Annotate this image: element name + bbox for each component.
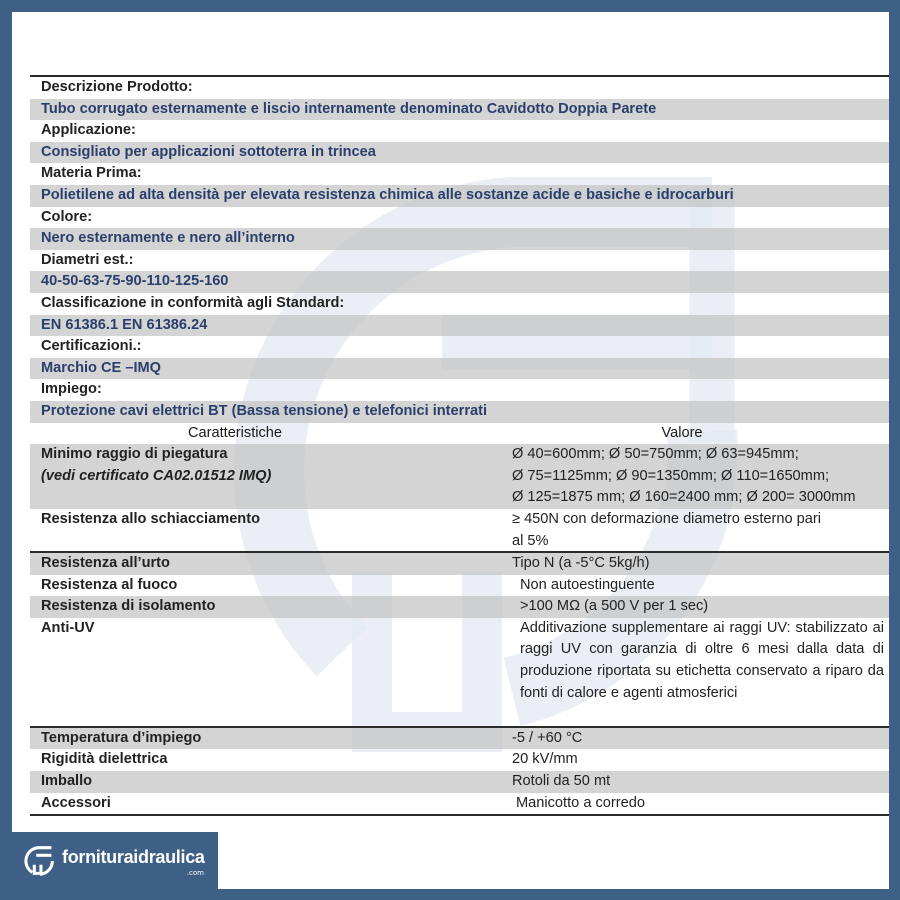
bending-radius-note: (vedi certificato CA02.01512 IMQ)	[41, 467, 272, 484]
section-label-row	[30, 163, 894, 185]
table-row	[30, 771, 894, 793]
bending-radius-cell	[30, 444, 512, 509]
section-label-row	[30, 379, 894, 401]
crush-resistance-values	[512, 509, 894, 551]
crush-resistance-label: Resistenza allo schiacciamento	[41, 511, 260, 528]
application-value: Consigliato per applicazioni sottoterra in trincea	[41, 143, 376, 160]
bending-radius-line: Ø 40=600mm; Ø 50=750mm; Ø 63=945mm;	[512, 446, 799, 463]
material-label: Materia Prima:	[41, 165, 142, 182]
usage-value: Protezione cavi elettrici BT (Bassa tensione) e telefonici interrati	[41, 402, 488, 419]
pipe-logo-icon	[21, 842, 59, 880]
crush-resistance-line: al 5%	[512, 532, 549, 549]
insulation-resistance-label: Resistenza di isolamento	[41, 598, 216, 615]
section-value-row	[30, 99, 894, 121]
packaging-value: Rotoli da 50 mt	[512, 773, 611, 790]
column-header-characteristics: Caratteristiche	[187, 424, 283, 441]
bending-radius-values	[512, 444, 894, 509]
anti-uv-label: Anti-UV	[41, 619, 95, 636]
dielectric-strength-value: 20 kV/mm	[512, 751, 578, 768]
section-label-row	[30, 336, 894, 358]
section-label-row	[30, 293, 894, 315]
impact-resistance-label: Resistenza all’urto	[41, 555, 170, 572]
fire-resistance-value: Non autoestinguente	[520, 576, 655, 593]
fire-resistance-label: Resistenza al fuoco	[41, 576, 178, 593]
color-value: Nero esternamente e nero all’interno	[41, 230, 295, 247]
column-header-value: Valore	[661, 424, 703, 441]
section-value-row	[30, 271, 894, 293]
section-label-row	[30, 250, 894, 272]
diameters-label: Diametri est.:	[41, 251, 134, 268]
usage-label: Impiego:	[41, 381, 102, 398]
bending-radius-line: Ø 75=1125mm; Ø 90=1350mm; Ø 110=1650mm;	[512, 467, 830, 484]
standards-label: Classificazione in conformità agli Standard:	[41, 294, 345, 311]
brand-logo	[12, 832, 218, 889]
certifications-label: Certificazioni.:	[41, 338, 142, 355]
color-label: Colore:	[41, 208, 93, 225]
description-value: Tubo corrugato esternamente e liscio internamente denominato Cavidotto Doppia Parete	[41, 100, 657, 117]
packaging-label: Imballo	[41, 773, 93, 790]
description-label: Descrizione Prodotto:	[41, 79, 193, 95]
table-row	[30, 749, 894, 771]
section-value-row	[30, 185, 894, 207]
crush-resistance-line: ≥ 450N con deformazione diametro esterno pari	[512, 511, 821, 528]
table-row	[30, 509, 894, 553]
accessories-label: Accessori	[41, 794, 111, 811]
table-row	[30, 596, 894, 618]
table-row	[30, 618, 894, 728]
brand-tld: .com	[186, 869, 204, 877]
section-value-row	[30, 315, 894, 337]
insulation-resistance-value: >100 MΩ (a 500 V per 1 sec)	[520, 598, 709, 615]
dielectric-strength-label: Rigidità dielettrica	[41, 751, 168, 768]
table-row	[30, 444, 894, 509]
table-row	[30, 728, 894, 750]
operating-temperature-label: Temperatura d’impiego	[41, 729, 202, 746]
accessories-value: Manicotto a corredo	[516, 794, 645, 811]
product-spec-sheet	[30, 75, 894, 816]
anti-uv-value: Additivazione supplementare ai raggi UV: stabilizzato ai raggi UV con garanzia di oltre 6 mesi dalla data di produzione riportata su etichetta conservato a riparo da fonti di calore e agenti atmosferici	[520, 619, 884, 701]
section-label-row	[30, 120, 894, 142]
section-value-row	[30, 358, 894, 380]
bending-radius-line: Ø 125=1875 mm; Ø 160=2400 mm; Ø 200= 3000mm	[512, 489, 856, 506]
section-value-row	[30, 142, 894, 164]
table-row	[30, 553, 894, 575]
section-label-row	[30, 207, 894, 229]
certifications-value: Marchio CE –IMQ	[41, 359, 162, 376]
table-header-row	[30, 423, 894, 445]
impact-resistance-value: Tipo N (a -5°C 5kg/h)	[512, 555, 650, 572]
operating-temperature-value: -5 / +60 °C	[512, 729, 583, 746]
application-label: Applicazione:	[41, 122, 136, 139]
diameters-value: 40-50-63-75-90-110-125-160	[41, 273, 229, 290]
section-label-row	[30, 77, 894, 99]
material-value: Polietilene ad alta densità per elevata resistenza chimica alle sostanze acide e basiche e idrocarburi	[41, 186, 734, 203]
brand-name: forniturаidraulica	[62, 847, 205, 867]
table-row	[30, 575, 894, 597]
section-value-row	[30, 401, 894, 423]
bending-radius-label: Minimo raggio di piegatura	[41, 446, 228, 463]
table-row	[30, 793, 894, 817]
standards-value: EN 61386.1 EN 61386.24	[41, 316, 208, 333]
section-value-row	[30, 228, 894, 250]
